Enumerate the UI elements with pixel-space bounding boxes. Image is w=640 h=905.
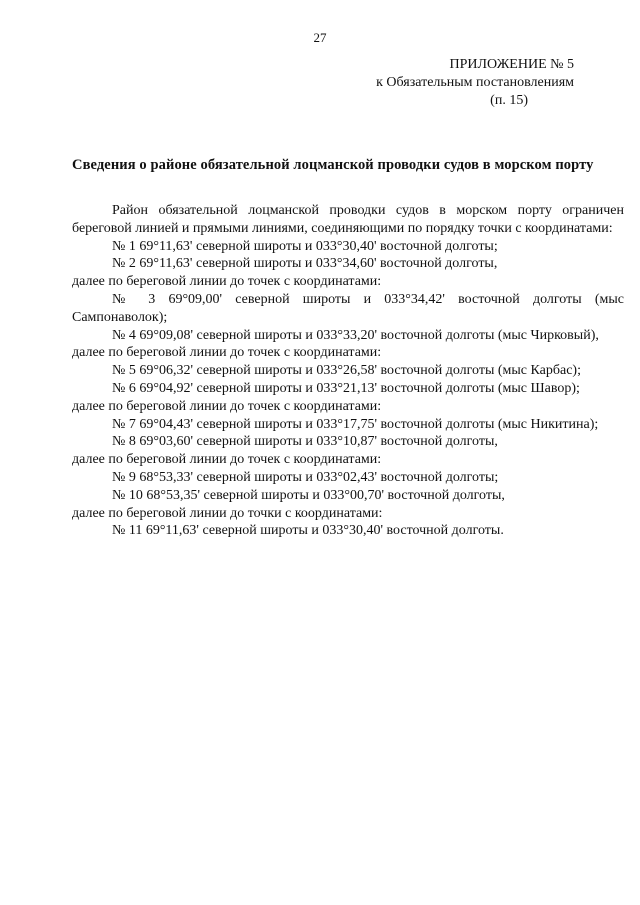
coordinate-point-11: № 11 69°11,63' северной широты и 033°30,40' восточной долготы. [112, 523, 504, 539]
document-title: Сведения о районе обязательной лоцманской проводки судов в морском порту [72, 157, 594, 173]
page-number: 27 [313, 30, 327, 45]
intro-paragraph: Район обязательной лоцманской проводки судов в морском порту ограничен береговой линией и прямыми линиями, соединяющими по порядку точки с координатами: [72, 203, 624, 236]
coastline-connector: далее по береговой линии до точек с координатами: [72, 452, 382, 468]
document-body [72, 202, 624, 540]
appendix-reference: к Обязательным постановлениям [376, 75, 574, 90]
coordinate-point-6: № 6 69°04,92' северной широты и 033°21,13' восточной долготы (мыс Шавор); [112, 380, 580, 396]
coordinate-point-10: № 10 68°53,35' северной широты и 033°00,70' восточной долготы, [112, 487, 505, 503]
coordinate-point-8: № 8 69°03,60' северной широты и 033°10,87' восточной долготы, [112, 434, 498, 450]
coastline-connector: далее по береговой линии до точек с координатами: [72, 274, 382, 290]
coastline-connector: далее по береговой линии до точек с координатами: [72, 398, 382, 414]
coastline-connector: далее по береговой линии до точек с координатами: [72, 345, 382, 361]
appendix-clause: (п. 15) [490, 93, 528, 108]
coordinate-point-7: № 7 69°04,43' северной широты и 033°17,75' восточной долготы (мыс Никитина); [112, 416, 599, 432]
coordinate-point-5: № 5 69°06,32' северной широты и 033°26,58' восточной долготы (мыс Карбас); [112, 363, 581, 379]
coordinate-point-2: № 2 69°11,63' северной широты и 033°34,60' восточной долготы, [112, 256, 498, 272]
coordinate-point-4: № 4 69°09,08' северной широты и 033°33,20' восточной долготы (мыс Чирковый), [112, 327, 599, 343]
coastline-connector: далее по береговой линии до точки с координатами: [72, 505, 383, 521]
appendix-header [376, 56, 574, 110]
coordinate-point-3: № 3 69°09,00' северной широты и 033°34,42' восточной долготы (мыс Сампонаволок); [72, 291, 624, 325]
appendix-number: ПРИЛОЖЕНИЕ № 5 [449, 57, 574, 72]
coordinate-point-1: № 1 69°11,63' северной широты и 033°30,40' восточной долготы; [112, 238, 498, 254]
coordinate-point-9: № 9 68°53,33' северной широты и 033°02,43' восточной долготы; [112, 469, 499, 485]
